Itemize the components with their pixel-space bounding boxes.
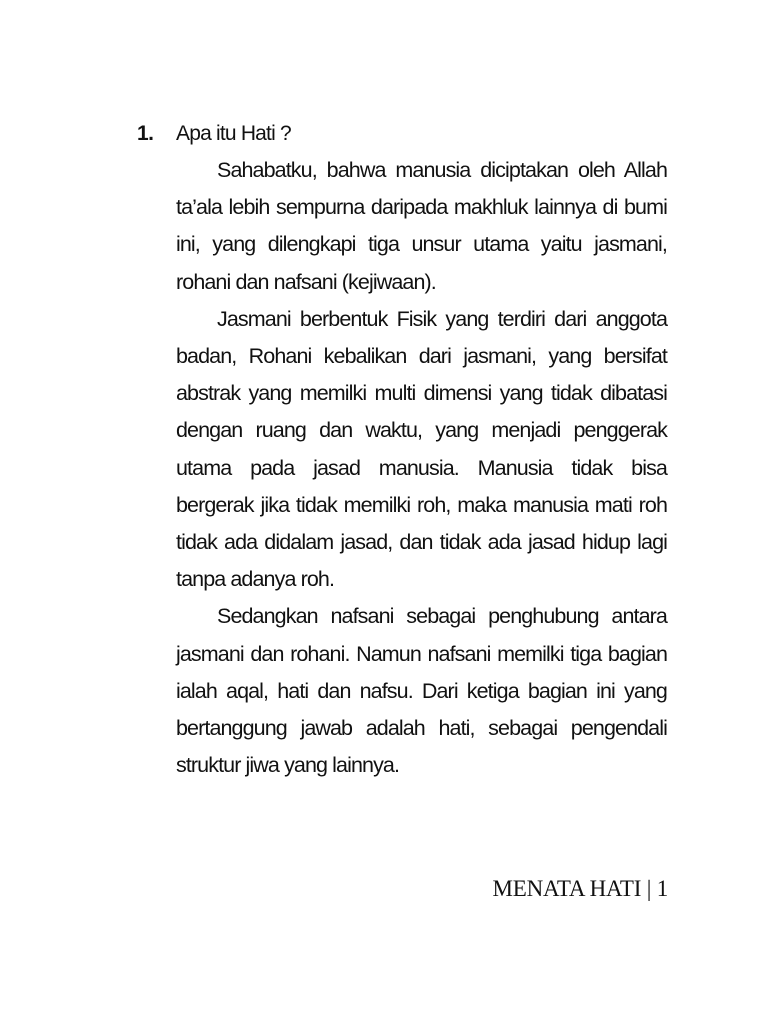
list-item-content <box>176 119 667 784</box>
paragraph-3: Sedangkan nafsani sebagai penghubung antara jasmani dan rohani. Namun nafsani memilki tiga bagian ialah aqal, hati dan nafsu. Dari ketiga bagian ini yang bertanggung jawab adalah hati, sebagai pengendali struktur jiwa yang lainnya. <box>176 604 667 778</box>
paragraph-2: Jasmani berbentuk Fisik yang terdiri dari anggota badan, Rohani kebalikan dari jasmani, yang bersifat abstrak yang memilki multi dimensi yang tidak dibatasi dengan ruang dan waktu, yang menjadi penggerak utama pada jasad manusia. Manusia tidak bisa bergerak jika tidak memilki roh, maka manusia mati roh tidak ada didalam jasad, dan tidak ada jasad hidup lagi tanpa adanya roh. <box>176 306 667 592</box>
page-footer: MENATA HATI | 1 <box>492 876 668 901</box>
section-heading: Apa itu Hati ? <box>176 122 291 145</box>
list-item-number: 1. <box>137 122 154 145</box>
paragraph-1: Sahabatku, bahwa manusia diciptakan oleh Allah ta’ala lebih sempurna daripada makhluk lainnya di bumi ini, yang dilengkapi tiga unsur utama yaitu jasmani, rohani dan nafsani (kejiwaan). <box>176 158 667 294</box>
